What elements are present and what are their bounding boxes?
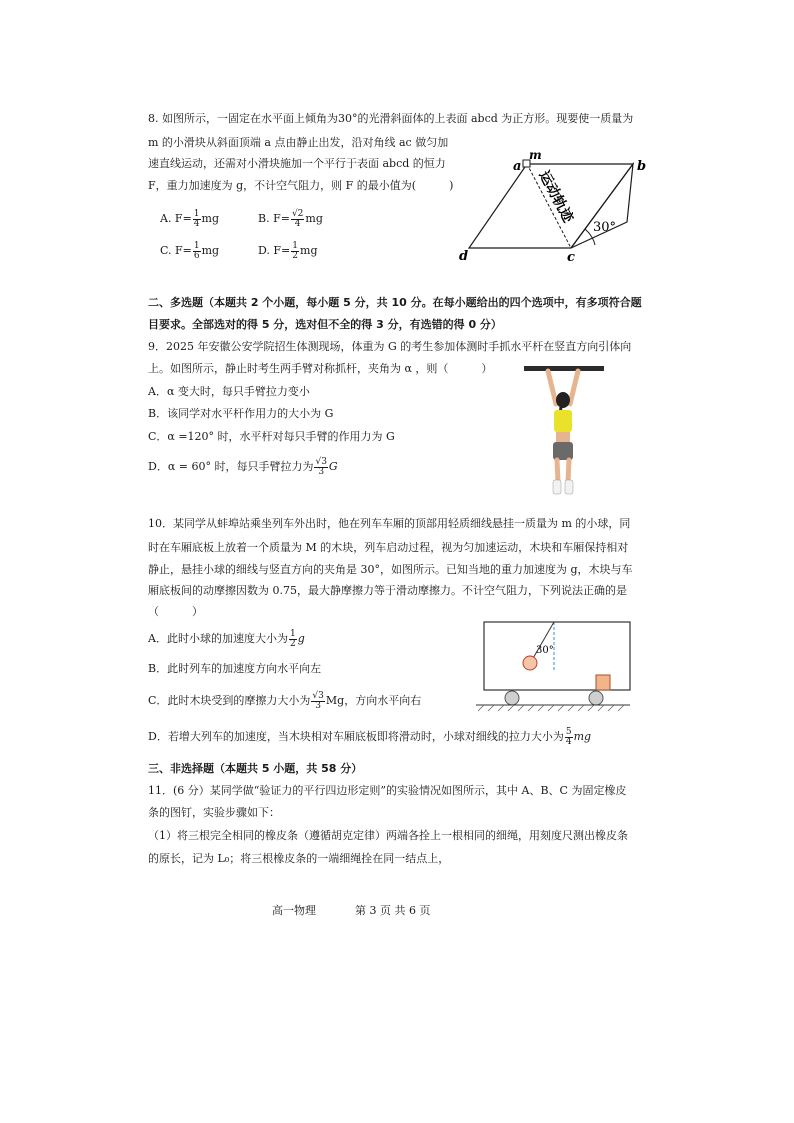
q10-line-4: 厢底板间的动摩擦因数为 0.75，最大静摩擦力等于滑动摩擦力。不计空气阻力，下列说法正确的是 (148, 584, 627, 597)
incline-figure (455, 148, 655, 266)
train-car-figure (472, 618, 632, 718)
label-c: c (567, 250, 575, 265)
wheel-left (505, 691, 519, 705)
section-2-line-2: 目要求。全部选对的得 5 分，选对但不全的得 3 分，有选错的得 0 分） (148, 318, 502, 331)
label-b: b (637, 159, 647, 174)
wood-block (596, 675, 610, 690)
q11-line-2: 条的图钉，实验步骤如下： (148, 806, 280, 819)
left-arm (548, 371, 556, 404)
section-3-heading: 三、非选择题（本题共 5 小题，共 58 分） (148, 762, 363, 775)
pendulum-angle: 30° (536, 645, 554, 656)
footer-page-number: 第 3 页 共 6 页 (355, 904, 431, 917)
right-shoe (565, 480, 573, 494)
left-leg (557, 460, 558, 482)
q9-option-a: A．α 变大时，每只手臂拉力变小 (148, 385, 310, 398)
q9-option-b: B．该同学对水平杆作用力的大小为 G (148, 407, 334, 420)
q8-line-2: m 的小滑块从斜面顶端 a 点由静止出发，沿对角线 ac 做匀加 (148, 136, 449, 149)
q10-option-b: B．此时列车的加速度方向水平向左 (148, 662, 322, 675)
q11-line-3: （1）将三根完全相同的橡皮条（遵循胡克定律）两端各拴上一根相同的细绳，用刻度尺测出橡皮条 (148, 829, 628, 842)
right-leg (568, 460, 569, 482)
shorts (553, 442, 573, 460)
q10-line-2: 时在车厢底板上放着一个质量为 M 的木块，列车启动过程，视为匀加速运动，木块和车厢保持相对 (148, 541, 629, 554)
q8-option-a: A. F= $\frac{1}{4}$ mg (160, 208, 220, 229)
q11-line-4: 的原长，记为 L₀；将三根橡皮条的一端细绳拴在同一结点上， (148, 852, 450, 865)
q9-option-c: C．α =120° 时，水平杆对每只手臂的作用力为 G (148, 430, 395, 443)
q10-option-c: C．此时木块受到的摩擦力大小为 $\frac{√3}{3}$ Mg，方向水平向右 (148, 690, 422, 711)
wheel-right (589, 691, 603, 705)
footer-subject: 高一物理 (272, 904, 316, 917)
section-2-line-1: 二、多选题（本题共 2 个小题，每小题 5 分，共 10 分。在每小题给出的四个选项中，有多项符合题 (148, 296, 642, 309)
q10-line-3: 静止，悬挂小球的细线与竖直方向的夹角是 30°，如图所示。已知当地的重力加速度为 g，木块与车 (148, 563, 633, 576)
pullup-figure (520, 360, 610, 500)
q8-option-d: D. F= $\frac{1}{2}$ mg (258, 240, 318, 261)
q11-line-1: 11．(6 分）某同学做“验证力的平行四边形定则”的实验情况如图所示，其中 A、B、C 为固定橡皮 (148, 784, 627, 797)
q8-line-1: 8. 如图所示，一固定在水平面上倾角为30°的光滑斜面体的上表面 abcd 为正方形。现要使一质量为 (148, 112, 634, 125)
q10-option-a: A．此时小球的加速度大小为 $\frac{1}{2}$ g (148, 628, 305, 649)
track-label: 运动轨迹 (535, 168, 576, 226)
left-shoe (553, 480, 561, 494)
q10-line-1: 10．某同学从蚌埠站乘坐列车外出时，他在列车车厢的顶部用轻质细线悬挂一质量为 m 的小球，同 (148, 517, 631, 530)
angle-label: 30° (593, 220, 617, 235)
q9-line-1: 9．2025 年安徽公安学院招生体测现场，体重为 G 的考生参加体测时手抓水平杆在竖直方向引体向 (148, 340, 632, 353)
q9-option-d: D．α = 60° 时，每只手臂拉力为 $\frac{√3}{3}$ G (148, 456, 338, 477)
right-arm (570, 371, 578, 404)
q10-line-5: （ ） (148, 605, 203, 618)
q9-line-2: 上。如图所示，静止时考生两手臂对称抓杆，夹角为 α ，则（ ） (148, 362, 493, 375)
label-m: m (529, 148, 542, 162)
incline-side-face (571, 164, 633, 248)
horizontal-bar (524, 366, 604, 371)
ball (523, 656, 537, 670)
ground-hatching (478, 705, 624, 711)
label-a: a (513, 159, 522, 174)
q8-line-3: 速直线运动，还需对小滑块施加一个平行于表面 abcd 的恒力 (148, 157, 446, 170)
q10-option-d: D．若增大列车的加速度，当木块相对车厢底板即将滑动时，小球对细线的拉力大小为 $\frac{5}{4}$ mg (148, 726, 592, 747)
yellow-top (554, 410, 572, 432)
q8-option-c: C. F= $\frac{1}{6}$ mg (160, 240, 220, 261)
waist (556, 432, 570, 442)
head-hair (556, 392, 570, 408)
q8-line-4: F，重力加速度为 g，不计空气阻力，则 F 的最小值为( ) (148, 179, 454, 192)
q8-option-b: B. F= $\frac{√2}{4}$ mg (258, 208, 323, 229)
label-d: d (459, 249, 469, 264)
